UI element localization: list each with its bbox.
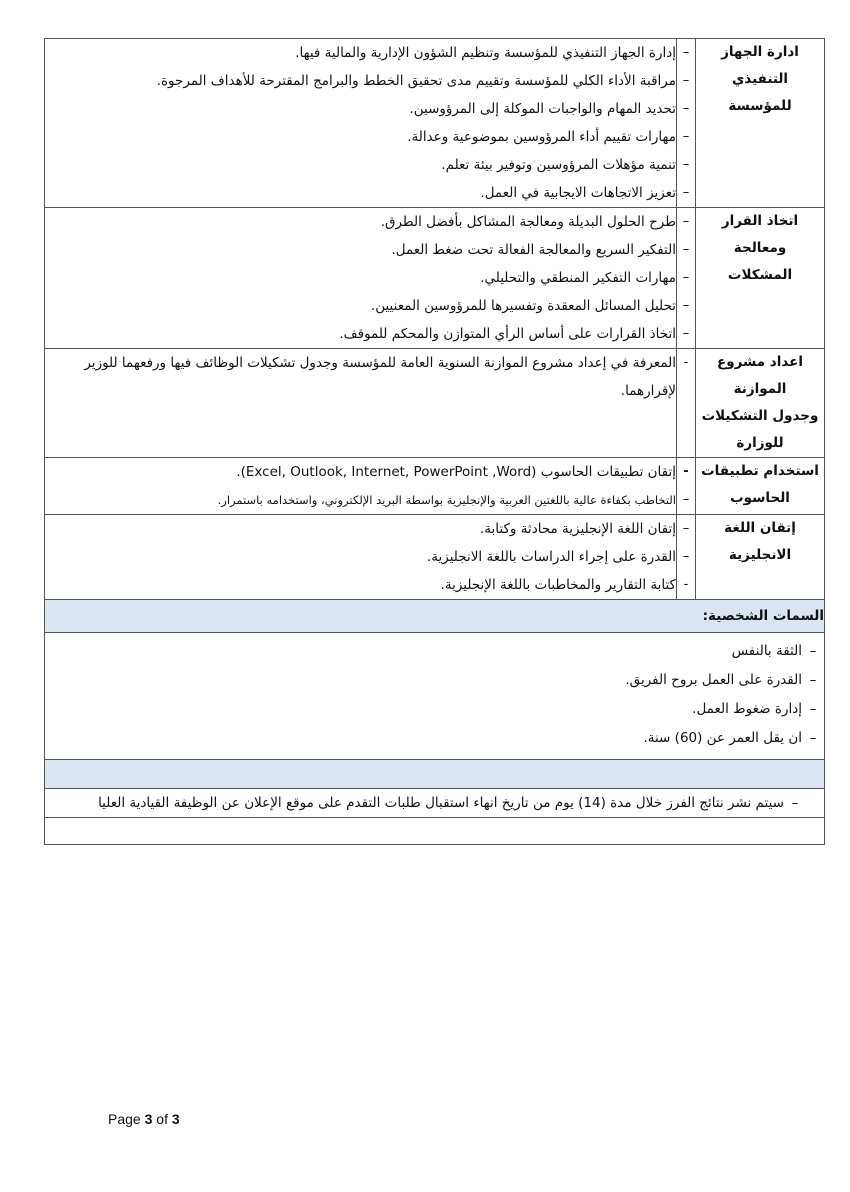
notice-item: – سيتم نشر نتائج الفرز خلال مدة (14) يوم من تاريخ انهاء استقبال طلبات التقدم على موقع الإعلان عن الوظيفة القيادية العليا <box>45 789 824 817</box>
list-item: التفكير السريع والمعالجة الفعالة تحت ضغط العمل. <box>391 242 676 258</box>
list-item: مراقبة الأداء الكلي للمؤسسة وتقييم مدى تحقيق الخطط والبرامج المقترحة للأهداف المرجوة. <box>156 73 676 89</box>
heading-line: إتقان اللغة الانجليزية <box>724 520 796 563</box>
list-item: – ان يقل العمر عن (60) سنة. <box>643 730 817 746</box>
footer-prefix: Page <box>108 1111 145 1127</box>
list-item: – الثقة بالنفس <box>731 643 817 659</box>
list-item: مهارات التفكير المنطقي والتحليلي. <box>480 270 676 286</box>
personal-traits-title-cell <box>45 600 825 633</box>
section-items <box>45 515 677 600</box>
page-footer <box>108 1111 180 1127</box>
shaded-spacer-row <box>45 760 825 789</box>
dash-column: – – – – – <box>677 208 696 349</box>
footer-current-page: 3 <box>144 1111 153 1127</box>
footer-total-pages: 3 <box>171 1111 180 1127</box>
list-item: تنمية مؤهلات المرؤوسين وتوفير بيئة تعلم. <box>441 157 676 173</box>
heading-line: المشكلات <box>727 267 793 283</box>
list-item: تعزيز الاتجاهات الايجابية في العمل. <box>480 185 676 201</box>
list-item: كتابة التقارير والمخاطبات باللغة الإنجليزية. <box>440 577 676 593</box>
section-heading <box>696 349 825 458</box>
section-heading <box>696 208 825 349</box>
section-items <box>45 208 677 349</box>
notice-text: سيتم نشر نتائج الفرز خلال مدة (14) يوم من تاريخ انهاء استقبال طلبات التقدم على موقع الإعلان عن الوظيفة القيادية العليا <box>98 795 784 811</box>
list-item: طرح الحلول البديلة ومعالجة المشاكل بأفضل الطرق. <box>380 214 676 230</box>
list-item: تحليل المسائل المعقدة وتفسيرها للمرؤوسين المعنيين. <box>370 298 676 314</box>
section-decision-making <box>45 208 825 349</box>
section-heading <box>696 458 825 515</box>
list-item: – القدرة على العمل بروح الفريق. <box>625 672 817 688</box>
heading-line: وجدول التشكيلات للوزارة <box>701 408 819 451</box>
heading-line: اتخاذ القرار ومعالجة <box>721 213 799 256</box>
list-item: إتقان تطبيقات الحاسوب (Excel, Outlook, Internet, PowerPoint ,Word). <box>236 464 676 480</box>
footer-middle: of <box>152 1111 172 1127</box>
empty-row <box>45 818 825 845</box>
section-heading <box>696 39 825 208</box>
heading-line: اعداد مشروع الموازنة <box>716 354 803 397</box>
dash-column: – – - <box>677 515 696 600</box>
section-english <box>45 515 825 600</box>
list-item: إتقان اللغة الإنجليزية محادثة وكتابة. <box>479 521 676 537</box>
list-item: – إدارة ضغوط العمل. <box>692 701 817 717</box>
section-items <box>45 458 677 515</box>
empty-cell <box>45 818 825 845</box>
section-heading <box>696 515 825 600</box>
list-item: اتخاذ القرارات على أساس الرأي المتوازن والمحكم للموقف. <box>339 326 676 342</box>
dash-column: - – <box>677 458 696 515</box>
dash-column: – – – – – – <box>677 39 696 208</box>
section-items <box>45 39 677 208</box>
list-item: التخاطب بكفاءة عالية باللغتين العربية والإنجليزية بواسطة البريد الإلكتروني، واستخدامه باستمرار. <box>217 493 676 507</box>
section-computer-skills <box>45 458 825 515</box>
list-item: إدارة الجهاز التنفيذي للمؤسسة وتنظيم الشؤون الإدارية والمالية فيها. <box>295 45 676 61</box>
notice-row <box>45 789 825 818</box>
dash-column: - <box>677 349 696 458</box>
list-item: مهارات تقييم أداء المرؤوسين بموضوعية وعدالة. <box>407 129 676 145</box>
shaded-spacer <box>45 760 825 789</box>
heading-line: للمؤسسة <box>728 98 792 114</box>
personal-traits-header-row <box>45 600 825 633</box>
personal-traits-title: السمات الشخصية: <box>702 608 824 624</box>
heading-line: ادارة الجهاز التنفيذي <box>721 44 799 87</box>
personal-traits-row <box>45 633 825 760</box>
section-items <box>45 349 677 458</box>
list-item: المعرفة في إعداد مشروع الموازنة السنوية العامة للمؤسسة وجدول تشكيلات الوظائف فيها ورفعهما للوزير لإقرارهما. <box>84 355 676 399</box>
notice-cell <box>45 789 825 818</box>
section-budget <box>45 349 825 458</box>
list-item: القدرة على إجراء الدراسات باللغة الانجليزية. <box>426 549 676 565</box>
section-executive-management <box>45 39 825 208</box>
list-item: تحديد المهام والواجبات الموكلة إلى المرؤوسين. <box>409 101 676 117</box>
requirements-table <box>44 38 825 845</box>
personal-traits-list <box>45 633 825 760</box>
heading-line: استخدام تطبيقات الحاسوب <box>701 463 819 506</box>
